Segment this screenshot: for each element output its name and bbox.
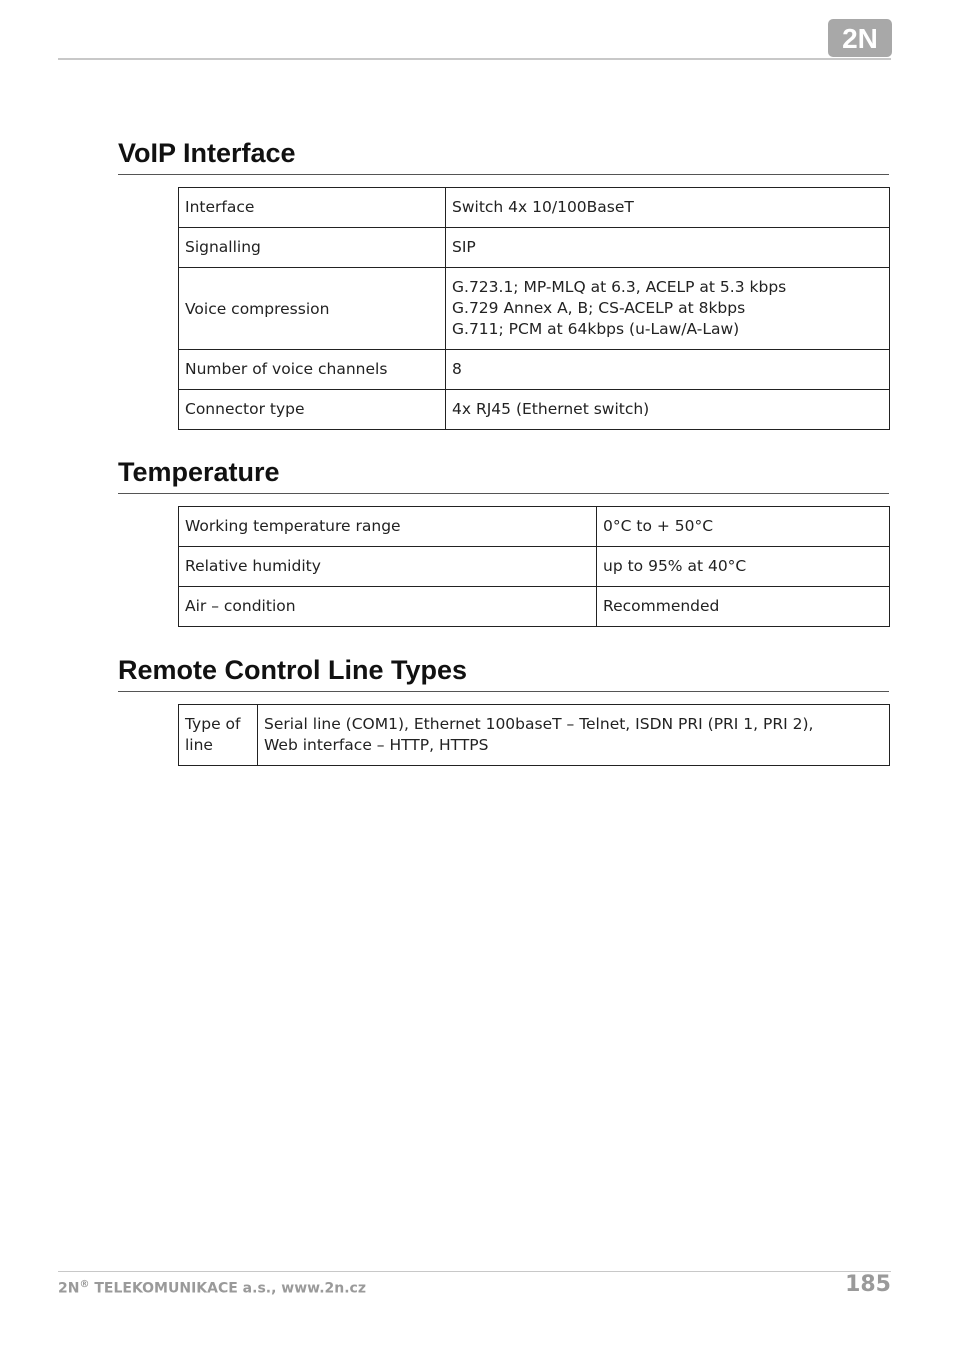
temperature-title: Temperature bbox=[118, 457, 280, 487]
logo-text: 2N bbox=[842, 23, 878, 54]
temperature-section bbox=[118, 455, 889, 494]
temperature-table bbox=[178, 506, 890, 627]
remote-label bbox=[179, 705, 258, 766]
remote-section bbox=[118, 653, 889, 692]
registered-mark: ® bbox=[79, 1279, 90, 1290]
remote-table bbox=[178, 704, 890, 766]
footer-rule bbox=[58, 1271, 891, 1272]
voip-title: VoIP Interface bbox=[118, 138, 296, 168]
remote-value-line: Web interface – HTTP, HTTPS bbox=[264, 736, 489, 754]
temp-label-range: Working temperature range bbox=[179, 507, 597, 547]
remote-label-line: Type of bbox=[185, 715, 241, 733]
temp-label-humidity: Relative humidity bbox=[179, 547, 597, 587]
table-row bbox=[179, 587, 890, 627]
header-rule bbox=[58, 58, 891, 60]
table-row bbox=[179, 507, 890, 547]
remote-title: Remote Control Line Types bbox=[118, 655, 468, 685]
codec-line: G.711; PCM at 64kbps (u-Law/A-Law) bbox=[452, 320, 740, 338]
footer-company bbox=[58, 1279, 366, 1297]
codec-line: G.723.1; MP-MLQ at 6.3, ACELP at 5.3 kbps bbox=[452, 278, 787, 296]
footer-brand: 2N bbox=[58, 1280, 80, 1297]
table-row bbox=[179, 390, 890, 430]
table-row bbox=[179, 268, 890, 350]
remote-value-line: Serial line (COM1), Ethernet 100baseT – Telnet, ISDN PRI (PRI 1, PRI 2), bbox=[264, 715, 814, 733]
temp-value-air: Recommended bbox=[597, 587, 890, 627]
voip-label-connector: Connector type bbox=[179, 390, 446, 430]
footer-company-text: TELEKOMUNIKACE a.s., www.2n.cz bbox=[89, 1280, 366, 1297]
table-row bbox=[179, 228, 890, 268]
voip-value-interface: Switch 4x 10/100BaseT bbox=[446, 188, 890, 228]
temperature-title-rule bbox=[118, 493, 889, 494]
voip-value-voice-compression bbox=[446, 268, 890, 350]
temp-value-humidity: up to 95% at 40°C bbox=[597, 547, 890, 587]
table-row bbox=[179, 547, 890, 587]
remote-label-line: line bbox=[185, 736, 213, 754]
temp-label-air: Air – condition bbox=[179, 587, 597, 627]
2n-logo bbox=[828, 19, 892, 57]
voip-label-voice-compression: Voice compression bbox=[179, 268, 446, 350]
table-row bbox=[179, 188, 890, 228]
voip-label-interface: Interface bbox=[179, 188, 446, 228]
voip-section bbox=[118, 136, 889, 175]
table-row bbox=[179, 350, 890, 390]
page-number: 185 bbox=[845, 1272, 891, 1297]
voip-label-channels: Number of voice channels bbox=[179, 350, 446, 390]
voip-value-signalling: SIP bbox=[446, 228, 890, 268]
voip-table bbox=[178, 187, 890, 430]
remote-value bbox=[258, 705, 890, 766]
voip-value-channels: 8 bbox=[446, 350, 890, 390]
voip-label-signalling: Signalling bbox=[179, 228, 446, 268]
table-row bbox=[179, 705, 890, 766]
voip-title-rule bbox=[118, 174, 889, 175]
remote-title-rule bbox=[118, 691, 889, 692]
temp-value-range: 0°C to + 50°C bbox=[597, 507, 890, 547]
codec-line: G.729 Annex A, B; CS-ACELP at 8kbps bbox=[452, 299, 746, 317]
voip-value-connector: 4x RJ45 (Ethernet switch) bbox=[446, 390, 890, 430]
